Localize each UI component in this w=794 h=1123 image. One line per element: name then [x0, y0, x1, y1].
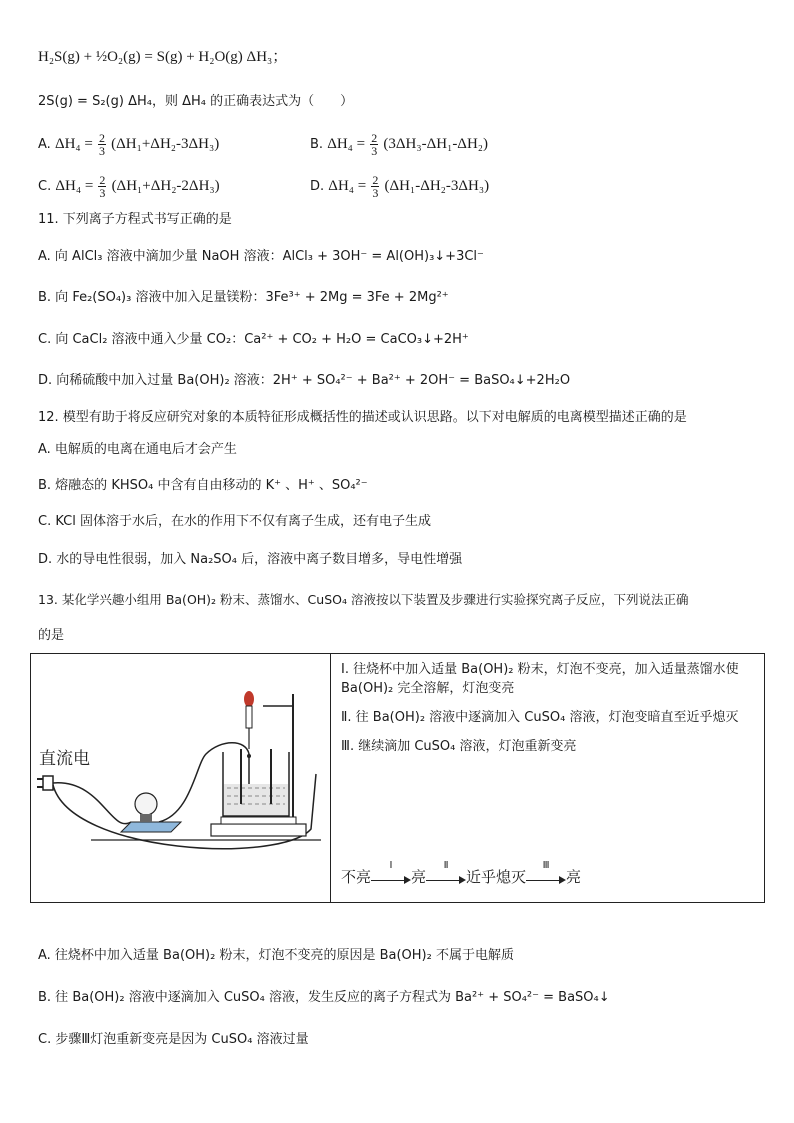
q12-option-b[interactable]: B. 熔融态的 KHSO₄ 中含有自由移动的 K⁺ 、H⁺ 、SO₄²⁻ — [38, 478, 368, 493]
flow-arrow: Ⅱ — [426, 866, 466, 877]
option-label: A. — [38, 137, 51, 152]
option-lhs: ΔH₄ = — [55, 178, 94, 194]
q11-option-a[interactable]: A. 向 AlCl₃ 溶液中滴加少量 NaOH 溶液：AlCl₃ + 3OH⁻ = Al(OH)₃↓+3Cl⁻ — [38, 249, 484, 264]
option-text: (ΔH₁+ΔH₂-2ΔH₃) — [111, 178, 220, 194]
option-label: D. — [310, 179, 325, 194]
q12-option-c[interactable]: C. KCl 固体溶于水后，在水的作用下不仅有离子生成，还有电子生成 — [38, 514, 431, 529]
q11-option-d[interactable]: D. 向稀硫酸中加入过量 Ba(OH)₂ 溶液：2H⁺ + SO₄²⁻ + Ba²⁺ + 2OH⁻ = BaSO₄↓+2H₂O — [38, 373, 571, 388]
q13-option-c[interactable]: C. 步骤Ⅲ灯泡重新变亮是因为 CuSO₄ 溶液过量 — [38, 1032, 309, 1047]
q12-option-d[interactable]: D. 水的导电性很弱，加入 Na₂SO₄ 后，溶液中离子数目增多，导电性增强 — [38, 552, 463, 567]
q13-stem-line1: 13. 某化学兴趣小组用 Ba(OH)₂ 粉末、蒸馏水、CuSO₄ 溶液按以下装置及步骤进行实验探究离子反应，下列说法正确 — [38, 592, 689, 607]
step-3: Ⅲ. 继续滴加 CuSO₄ 溶液，灯泡重新变亮 — [341, 739, 577, 754]
option-text: (ΔH₁-ΔH₂-3ΔH₃) — [384, 178, 490, 194]
beaker — [223, 752, 289, 816]
option-label: B. — [310, 137, 324, 152]
equation-4 — [38, 92, 353, 112]
option-lhs: ΔH₄ = — [54, 136, 93, 152]
option-text: (3ΔH₃-ΔH₁-ΔH₂) — [383, 136, 489, 152]
q10-option-a[interactable] — [38, 132, 219, 157]
q13-option-a[interactable]: A. 往烧杯中加入适量 Ba(OH)₂ 粉末，灯泡不变亮的原因是 Ba(OH)₂ 不属于电解质 — [38, 948, 514, 963]
q10-option-d[interactable] — [310, 174, 489, 199]
fraction: $\frac{2}{3}$ — [372, 173, 379, 200]
flow-state: 亮 — [566, 868, 582, 886]
q13-option-b[interactable]: B. 往 Ba(OH)₂ 溶液中逐滴加入 CuSO₄ 溶液，发生反应的离子方程式为 Ba²⁺ + SO₄²⁻ = BaSO₄↓ — [38, 990, 610, 1005]
option-lhs: ΔH₄ = — [327, 136, 366, 152]
flow-state: 不亮 — [341, 868, 372, 886]
flow-arrow: Ⅲ — [526, 866, 566, 877]
q10-option-b[interactable] — [310, 132, 488, 157]
dc-power-label: 直流电 — [39, 749, 90, 769]
q11-stem: 11. 下列离子方程式书写正确的是 — [38, 212, 232, 227]
figure-divider — [330, 654, 331, 902]
option-text: (ΔH₁+ΔH₂-3ΔH₃) — [111, 136, 220, 152]
flow-state: 近乎熄灭 — [466, 868, 527, 886]
eq3-text: H₂S(g) + ½O₂(g) = S(g) + H₂O(g) ΔH₃； — [38, 49, 288, 65]
eq4-text: 2S(g) = S₂(g) ΔH₄，则 ΔH₄ 的正确表达式为（ ） — [38, 94, 354, 109]
q13-stem-line2: 的是 — [38, 628, 65, 643]
apparatus-diagram — [31, 654, 329, 902]
q11-option-c[interactable]: C. 向 CaCl₂ 溶液中通入少量 CO₂：Ca²⁺ + CO₂ + H₂O = CaCO₃↓+2H⁺ — [38, 332, 469, 347]
light-bulb-icon — [121, 793, 181, 832]
option-lhs: ΔH₄ = — [328, 178, 367, 194]
fraction: $\frac{2}{3}$ — [99, 173, 106, 200]
option-label: C. — [38, 179, 52, 194]
flow-state: 亮 — [411, 868, 427, 886]
fraction: $\frac{2}{3}$ — [99, 131, 105, 158]
brightness-flow — [341, 860, 582, 887]
equation-3 — [38, 47, 287, 68]
step-1: Ⅰ. 往烧杯中加入适量 Ba(OH)₂ 粉末，灯泡不变亮，加入适量蒸馏水使 Ba(OH)₂ 完全溶解，灯泡变亮 — [341, 662, 739, 696]
flow-arrow: Ⅰ — [371, 866, 411, 877]
fraction: $\frac{2}{3}$ — [371, 131, 378, 158]
step-2: Ⅱ. 往 Ba(OH)₂ 溶液中逐滴加入 CuSO₄ 溶液，灯泡变暗直至近乎熄灭 — [341, 710, 739, 725]
q10-option-c[interactable] — [38, 174, 220, 199]
experiment-figure — [30, 653, 765, 903]
q12-option-a[interactable]: A. 电解质的电离在通电后才会产生 — [38, 442, 237, 457]
plug-icon — [37, 776, 53, 790]
q12-stem: 12. 模型有助于将反应研究对象的本质特征形成概括性的描述或认识思路。以下对电解质的电离模型描述正确的是 — [38, 410, 687, 425]
q11-option-b[interactable]: B. 向 Fe₂(SO₄)₃ 溶液中加入足量镁粉：3Fe³⁺ + 2Mg = 3Fe + 2Mg²⁺ — [38, 290, 449, 305]
steps-text — [341, 660, 761, 766]
